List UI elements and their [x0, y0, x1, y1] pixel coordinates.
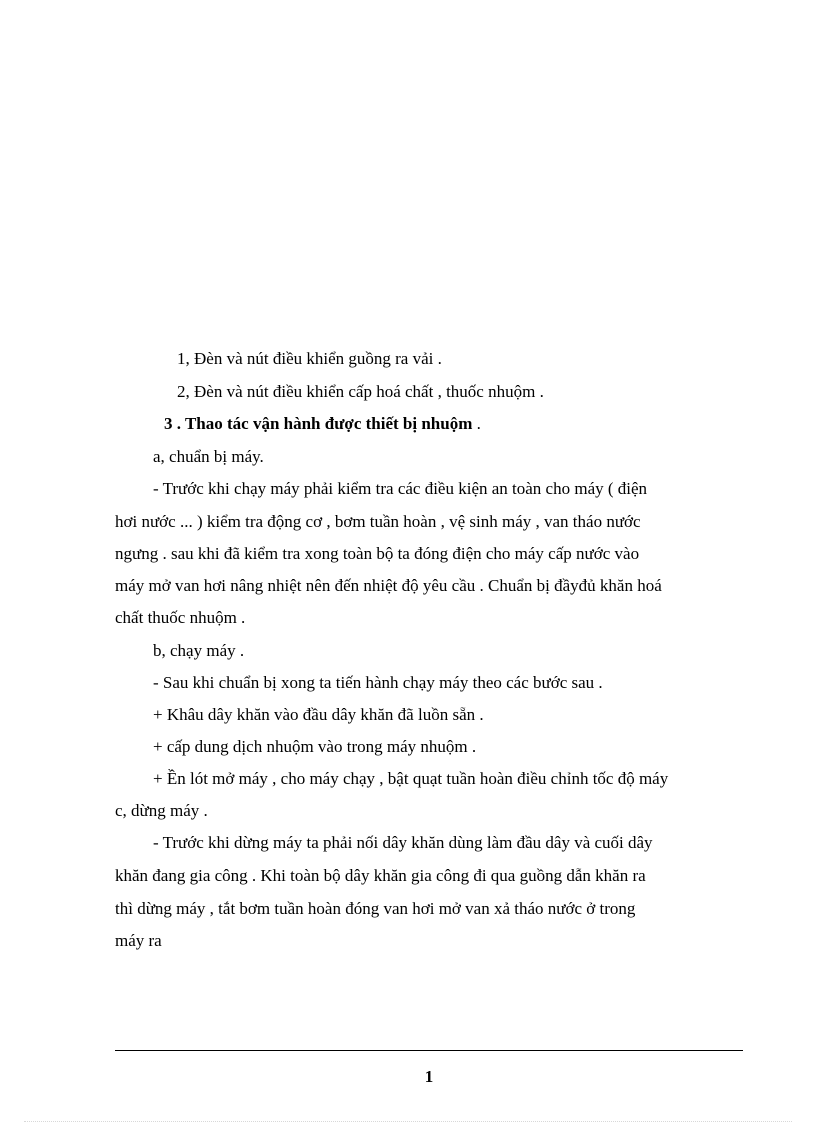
footer-divider [115, 1050, 743, 1051]
step-line: + Ền lót mở máy , cho máy chạy , bật quạt tuần hoàn điều chỉnh tốc độ máy [153, 769, 669, 788]
page-number: 1 [424, 1067, 434, 1086]
paragraph-line: chất thuốc nhuộm . [115, 608, 246, 627]
paragraph-line: hơi nước ... ) kiểm tra động cơ , bơm tuần hoàn , vệ sinh máy , van tháo nước [115, 512, 641, 531]
step-line: + Khâu dây khăn vào đầu dây khăn đã luồn sẵn . [153, 705, 484, 724]
section-heading-text: 3 . Thao tác vận hành được thiết bị nhuộm [164, 414, 473, 433]
section-heading [164, 414, 481, 434]
section-heading-suffix: . [472, 414, 481, 433]
list-item: 1, Đèn và nút điều khiển guồng ra vải . [177, 349, 442, 368]
subheading-a: a, chuẩn bị máy. [153, 447, 264, 466]
paragraph-line: - Trước khi chạy máy phải kiểm tra các điều kiện an toàn cho máy ( điện [153, 479, 648, 498]
paragraph-line: máy ra [115, 931, 162, 950]
list-item: 2, Đèn và nút điều khiển cấp hoá chất , thuốc nhuộm . [177, 382, 544, 401]
paragraph-line: máy mở van hơi nâng nhiệt nên đến nhiệt độ yêu cầu . Chuẩn bị đầyđủ khăn hoá [115, 576, 662, 595]
paragraph-line: ngưng . sau khi đã kiểm tra xong toàn bộ ta đóng điện cho máy cấp nước vào [115, 544, 640, 563]
subheading-b: b, chạy máy . [153, 641, 245, 660]
subheading-c: c, dừng máy . [115, 801, 208, 820]
step-line: + cấp dung dịch nhuộm vào trong máy nhuộm . [153, 737, 477, 756]
step-line: - Sau khi chuẩn bị xong ta tiến hành chạy máy theo các bước sau . [153, 673, 603, 692]
paragraph-line: khăn đang gia công . Khi toàn bộ dây khăn gia công đi qua guồng dẫn khăn ra [115, 866, 646, 885]
paragraph-line: - Trước khi dừng máy ta phải nối dây khăn dùng làm đầu dây và cuối dây [153, 833, 653, 852]
paragraph-line: thì dừng máy , tắt bơm tuần hoàn đóng van hơi mở van xả tháo nước ở trong [115, 899, 636, 918]
page-bottom-border [24, 1121, 792, 1122]
